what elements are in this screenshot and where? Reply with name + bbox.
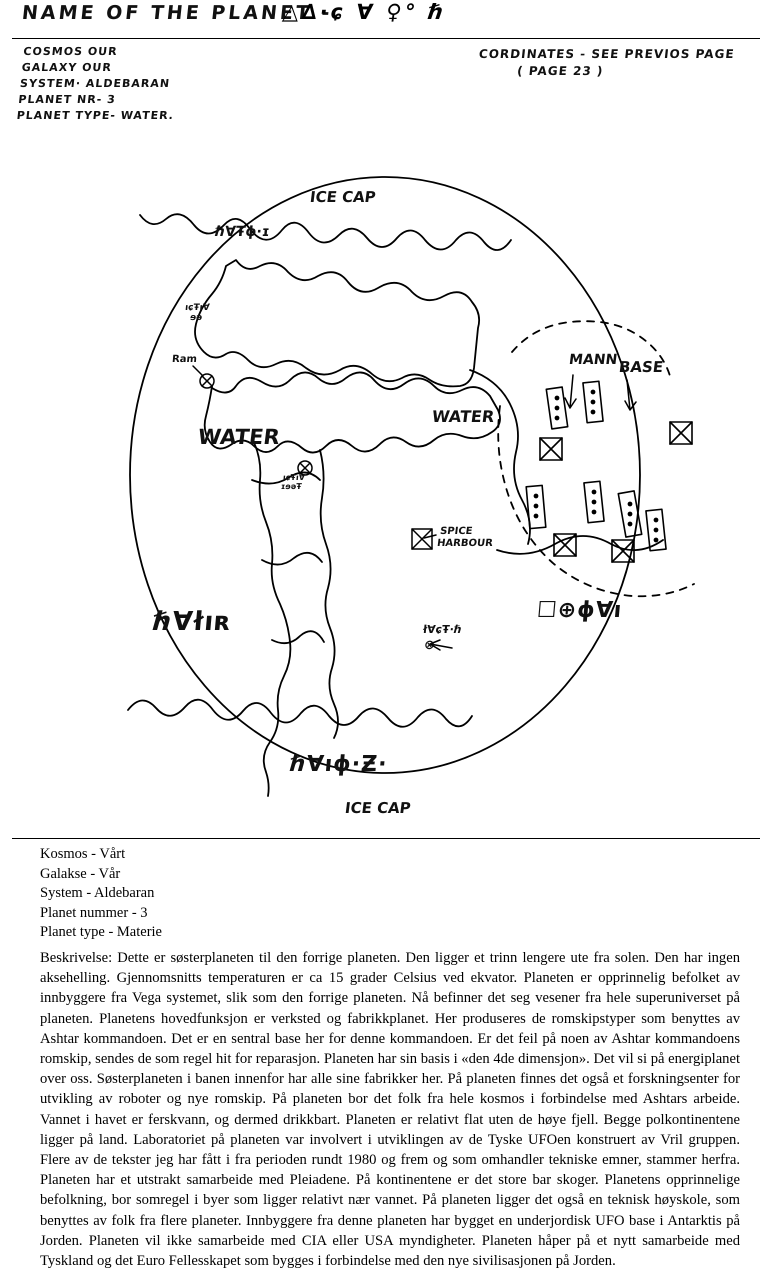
map-label-ice-cap-south: ICE CAP bbox=[343, 799, 412, 817]
header-divider bbox=[12, 38, 760, 39]
header-left-notes bbox=[16, 44, 182, 124]
map-glyph-north-continent: ℏⱯŦɸ·ɪ bbox=[214, 224, 271, 240]
base-structures bbox=[526, 381, 692, 562]
planet-map-drawing bbox=[0, 120, 770, 840]
map-label-water-west: WATER bbox=[196, 425, 282, 449]
land-connector-3 bbox=[272, 631, 324, 643]
south-ice-cap-edge bbox=[128, 700, 472, 727]
header-note-page-ref: ( PAGE 23 ) bbox=[516, 64, 605, 78]
legend-galakse: Galakse - Vår bbox=[40, 865, 121, 882]
legend-planet-nummer: Planet nummer - 3 bbox=[40, 904, 148, 921]
map-glyph-northwest-site-line1: ıɕŦıⱯ bbox=[184, 303, 211, 313]
map-label-base: BASE bbox=[617, 358, 665, 376]
header-right-notes bbox=[476, 46, 735, 80]
mann-base-arrow bbox=[565, 375, 576, 408]
map-label-ice-cap-north: ICE CAP bbox=[308, 188, 377, 206]
header-note-coordinates: CORDINATES - SEE PREVIOS PAGE bbox=[478, 47, 736, 61]
map-glyph-lower-site-symbol: ⊗ bbox=[423, 638, 436, 653]
north-ice-cap-edge bbox=[140, 214, 511, 250]
south-continent-arm bbox=[252, 438, 338, 796]
page-title-glyphs: △∆·ɕ Ɐ ♀° ℏ bbox=[281, 0, 448, 24]
map-glyph-west-continent-name: ℏⱯłıʀ bbox=[151, 607, 234, 637]
legend-kosmos: Kosmos - Vårt bbox=[40, 846, 126, 862]
header-note-planet-nr: PLANET NR- 3 bbox=[17, 93, 117, 106]
map-label-water-east: WATER bbox=[430, 407, 496, 426]
map-glyph-northwest-site-line2: ɘə bbox=[189, 313, 203, 323]
planet-outline bbox=[130, 177, 640, 773]
header-note-galaxy: GALAXY OUR bbox=[21, 61, 113, 74]
description-text: Beskrivelse: Dette er søsterplaneten til den forrige planeten. Den ligger et trinn lengere ute fra solen. Den har ingen aksehelling. Gjennomsnitts temperaturen er ca 15 grader Celsius ved ekvator. Planeten er opprinnelig befolket av innbyggere fra Vega systemet, slik som den forrige planeten. Nå befinner det seg vesener fra hele superuniverset på planeten. Planetens hovedfunksjon er verksted og fabrikkplanet. Her produseres de romskipstyper som benyttes av Ashtar kommandoen. Det er en sentral base her for denne kommandoen. Er det feil på noen av Ashtar kommandoens romskip, sendes de som regel hit for reparasjon. Planeten har sin basis i «den 4de dimensjon». Det vil si på energiplanet over oss. Søsterplaneten i banen innenfor har alle sine fabrikker her. På planeten finnes det også et forskningsenter for utvikling av roboter og nye romskip. På planeten bor det folk fra hele kosmos i forbindelse med Ashtars arbeide. Vannet i havet er ferskvann, og dermed drikkbart. Planeten er relativt flat uten de høye fjell. Begge polkontinentene ligger på land. Laboratoriet på planeten var involvert i utviklingen av de Tyske UFOen konstruert av Vril gruppen. Flere av de tekster jeg har fått i fra perioden rundt 1980 og frem og som omhandler tekniske emner, stammer herfra. Planeten har et utstrakt samarbeide med Pleiadene. På kontinentene er det store bar skoger. Planetens opprinnelige befolkning, bor somregel i byer som ligger relativt nær vannet. På planeten ligger det også en teknisk høyskole, som benyttes av folk fra flere planeter. Innbyggere fra denne planeten har bygget en underjordisk UFO base i Antarktis på Jorden. Planeten vil ikke samarbeide med CIA eller USA myndigheter. Planeten håper på et nytt samarbeide med Tyskland og det Euro Fellesskapet som bygges i forbindelse med den nye sivilisasjonen på Jorden. bbox=[40, 950, 740, 1270]
map-glyph-mid-site-line1: ıɕŦıⱯ bbox=[282, 473, 306, 482]
ram-marker bbox=[193, 366, 214, 388]
legend-planet-type: Planet type - Materie bbox=[40, 924, 162, 940]
right-land-edge bbox=[470, 370, 530, 544]
map-label-ram: Ram bbox=[171, 354, 198, 365]
header-note-cosmos: COSMOS OUR bbox=[22, 45, 119, 58]
header-note-planet-type: PLANET TYPE- WATER. bbox=[16, 109, 175, 122]
land-connector-2 bbox=[262, 553, 322, 565]
map-glyph-mid-site-line2: ɪɘəŦ bbox=[280, 482, 303, 491]
map-label-mann: MANN bbox=[568, 352, 619, 368]
planet-legend bbox=[40, 845, 162, 943]
drawing-divider bbox=[12, 838, 760, 839]
north-continent bbox=[195, 260, 479, 386]
planet-sketch-svg bbox=[0, 120, 770, 840]
legend-system: System - Aldebaran bbox=[40, 885, 155, 901]
map-label-harbour: HARBOUR bbox=[436, 538, 494, 549]
spice-harbour-marker bbox=[412, 529, 432, 549]
map-label-spice: SPICE bbox=[439, 526, 474, 537]
map-glyph-base-name: ☐⊕ɸⱯı bbox=[535, 598, 624, 623]
east-shoreline bbox=[497, 536, 663, 554]
page-title: NAME OF THE PLANET - bbox=[20, 2, 334, 24]
map-glyph-south-continent-name: ℏⱯıɸ·Ƶ· bbox=[288, 752, 389, 777]
map-glyph-lower-site: łⱯɕŦ·ℏ bbox=[422, 623, 463, 636]
header-note-system: SYSTEM· ALDEBARAN bbox=[19, 77, 171, 90]
